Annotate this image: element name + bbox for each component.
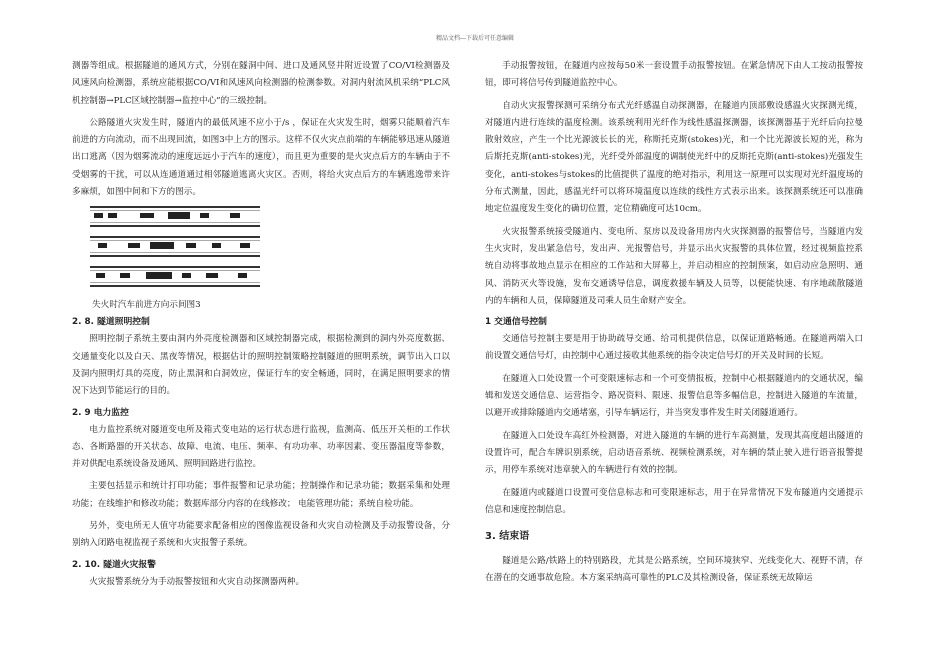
paragraph-signal-control-2: 在隧道入口处设置一个可变限速标志和一个可变情报板，控制中心根据隧道内的交通状况，编辑和发送交通信息、运营指令、路况资料、限速、报警信息等多幅信息，控制进入隧道的车流量，以避开或排除隧道内交通堵塞，引导车辆运行，并当突发事件发生时关闭隧道通行。: [485, 373, 863, 419]
figure-caption: 失火时汽车前进方向示间图3: [92, 300, 201, 311]
tunnel-panel-middle: [90, 236, 260, 257]
vehicle: [96, 273, 105, 278]
vehicle: [98, 243, 107, 248]
paragraph-signal-control-3: 在隧道入口处设车高红外检测器，对进入隧道的车辆的进行车高测量，发现其高度超出隧道的设置许可，配合车牌识别系统，启动语音系统、视频检测系统，对车辆的禁止驶入进行语音报警提示，用停车系统对违章驶入的车辆进行有效的控制。: [485, 430, 863, 476]
right-column: [485, 58, 863, 593]
section-1-heading: 1 交通信号控制: [485, 317, 547, 328]
tunnel-traffic-diagram: [90, 206, 260, 294]
vehicle: [238, 273, 247, 278]
paragraph-ventilation: 测器等组成。根据隧道的通风方式，分别在隧洞中间、进口及通风竖井附近设置了CO/VI检测器及风速风向检测器，系统应能根据CO/VI和风速风向检测器的检测参数。对洞内射流风机采纳“PLC风机控制器→PLC区域控制器→监控中心”的三级控制。: [72, 61, 450, 106]
tunnel-panel-top: [90, 206, 260, 227]
section-2-8-heading: 2. 8. 隧道照明控制: [72, 317, 150, 328]
paragraph-conclusion: 隧道是公路/铁路上的特别路段，尤其是公路系统，空间环境狭窄、光线变化大、视野不清，存在潜在的交通事故危险。本方案采纳高可靠性的PLC及其检测设备，保证系统无故障运: [485, 556, 863, 584]
section-2-9-heading: 2. 9 电力监控: [72, 407, 129, 418]
truck: [150, 242, 174, 249]
paragraph-fire-alarm-intro: 火灾报警系统分为手动报警按钮和火灾自动探测器两种。: [89, 576, 305, 587]
vehicle: [182, 273, 191, 278]
vehicle: [94, 213, 103, 218]
paragraph-signal-control-1: 交通信号控制主要是用于协助疏导交通、给司机提供信息，以保证道路畅通。在隧道两端入口前设置交通信号灯，由控制中心通过接收其他系统的指令决定信号灯的开关及时间的长短。: [485, 334, 863, 362]
vehicle: [186, 243, 196, 248]
vehicle: [140, 213, 154, 218]
vehicle: [230, 213, 240, 218]
vehicle: [120, 273, 130, 278]
paragraph-signal-control-4: 在隧道内或隧道口设置可变信息标志和可变限速标志，用于在异常情况下发布隧道内交通提示信息和速度控制信息。: [485, 487, 863, 515]
paragraph-power-monitoring-3: 另外，变电所无人值守功能要求配备相应的图像监视设备和火灾自动检测及手动报警设备，分别纳入闭路电视监视子系统和火灾报警子系统。: [72, 521, 450, 549]
paragraph-power-monitoring-1: 电力监控系统对隧道变电所及箱式变电站的运行状态进行监视，监测高、低压开关柜的工作状态、各断路器的开关状态、故障、电流、电压、频率、有功功率、功率因素、变压器温度等参数，并对供配电系统设备及通风、照明回路进行监控。: [72, 424, 450, 470]
left-column: [72, 58, 450, 596]
tunnel-panel-bottom: [90, 266, 260, 287]
vehicle: [108, 213, 117, 218]
truck: [146, 272, 172, 279]
page-header: 精品文档---下载后可任意编辑: [435, 35, 515, 42]
paragraph-power-monitoring-2: 主要包括显示和统计打印功能；事件报警和记录功能；控制操作和记录功能；数据采集和处理功能；在线维护和修改功能；数据库部分内容的在线修改； 电能管理功能；系统自检功能。: [72, 481, 450, 509]
truck: [168, 212, 190, 219]
vehicle: [128, 243, 140, 248]
paragraph-lighting-control: 照明控制子系统主要由洞内外亮度检测器和区域控制器完成，根据检测到的洞内外亮度数据、交通量变化以及白天、黑夜等情况，根据估计的照明控制策略控制隧道的照明系统，调节出入口以及洞内照明灯具的亮度，防止黑洞和白洞效应，保证行车的安全畅通，同时，在满足照明要求的情况下达到节能运行的目的。: [72, 334, 450, 397]
vehicle: [240, 243, 250, 248]
section-2-10-heading: 2. 10. 隧道火灾报警: [72, 559, 156, 570]
vehicle: [212, 243, 221, 248]
paragraph-alarm-system: 火灾报警系统接受隧道内、变电所、泵房以及设备用房内火灾探测器的报警信号，当隧道内发生火灾时，发出紧急信号，发出声、光报警信号，并显示出火灾报警的具体位置，经过视频监控系统自动将事故地点显示在相应的工作站和大屏幕上，并启动相应的控制预案，如启动应急照明、通风、消防灭火等设施，发布交通诱导信息，调度救援车辆及人员等，以便能快速、有序地疏散隧道内的车辆和人员，保障隧道及司乘人员生命财产安全。: [485, 226, 863, 306]
paragraph-fire-airflow: 公路隧道火灾发生时，隧道内的最低风速不应小于/s ，保证在火灾发生时，烟雾只能顺着汽车前进的方向流动，而不出现回流，如图3中上方的图示。这样不仅火灾点前端的车辆能够迅速从隧道出口逃离（因为烟雾流动的速度远远小于汽车的速度），而且更为重要的是火灾点后方的车辆由于不受烟雾的干扰，可以从连通道通过相邻隧道逃离火灾区。否则，将给火灾点后方的车辆逃逸带来许多麻烦，如图中间和下方的图示。: [72, 117, 450, 198]
tunnel-traffic-figure: [90, 206, 260, 294]
paragraph-fiber-detection: 自动火灾报警探测可采纳分布式光纤感温自动探测器，在隧道内顶部敷设感温火灾探测光缆，对隧道内进行连续的温度检测。该系统利用光纤作为线性感温探测器，该探测器基于光纤后向拉曼散射效应，产生一个比光源波长长的光，称斯托克斯(stokes)光，和一个比光源波长短的光，称为后斯托克斯(anti-stokes)光，光纤受外部温度的调制使光纤中的反斯托克斯(anti-stokes)光强发生变化，anti-stokes与stokes的比值提供了温度的绝对指示，利用这一原理可以实现对光纤温度场的分布式测量，因此，感温光纤可以将环境温度以连续的线性方式表示出来。该探测系统还可以准确地定位温度发生变化的确切位置，定位精确度可达10cm。: [485, 100, 863, 215]
vehicle: [206, 273, 218, 278]
vehicle: [200, 213, 209, 218]
section-3-heading: 3. 结束语: [485, 531, 530, 543]
paragraph-manual-alarm: 手动报警按钮，在隧道内应按每50米一套设置手动报警按钮。在紧急情况下由人工按动报警按钮，即可将信号传到隧道监控中心。: [485, 61, 863, 89]
